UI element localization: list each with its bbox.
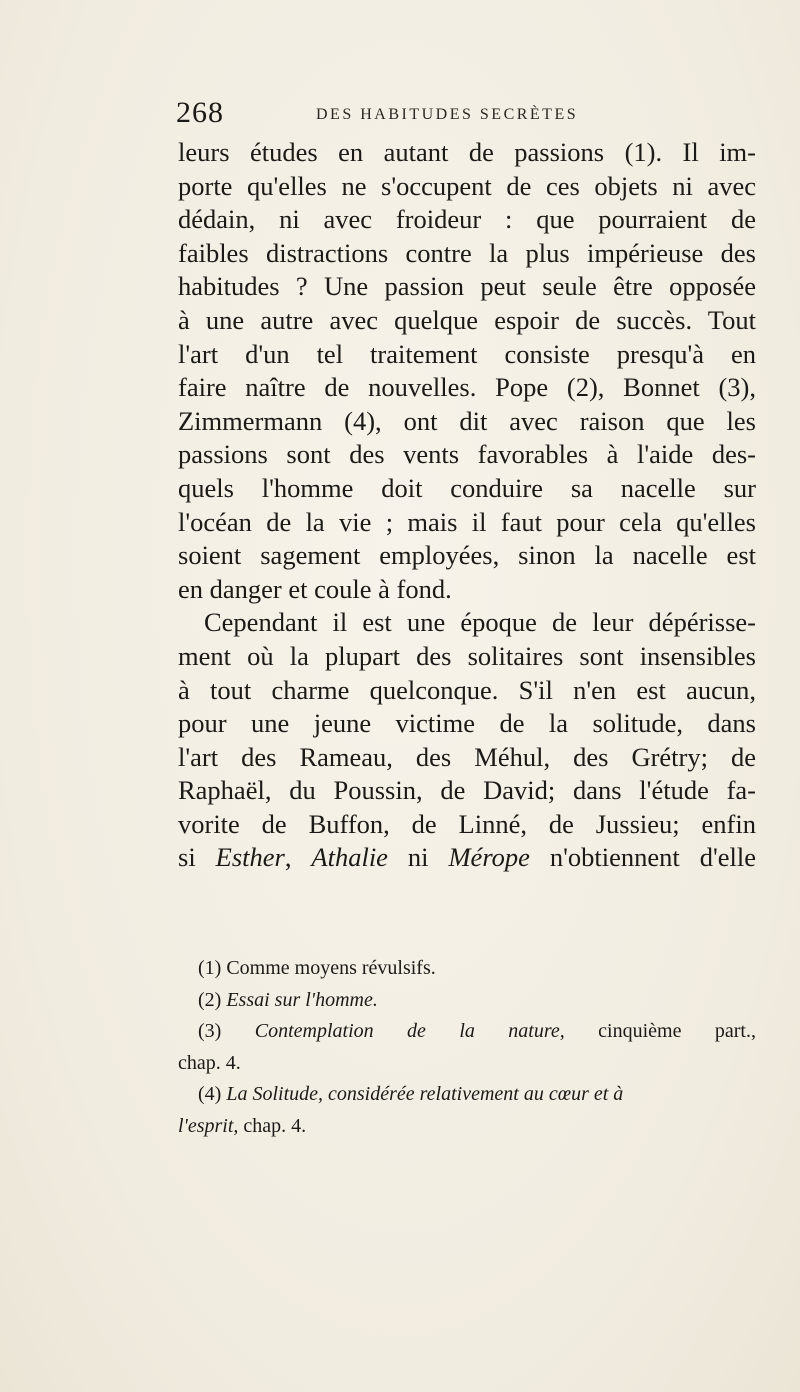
text-line: pour une jeune victime de la solitude, dans [178, 708, 756, 739]
footnote-1 [178, 953, 756, 985]
text-line: ment où la plupart des solitaires sont insensibles [178, 640, 756, 671]
text-line: quels l'homme doit conduire sa nacelle sur [178, 472, 756, 503]
footnote-marker: (3) [198, 1020, 255, 1042]
footnote-text: Comme moyens révulsifs. [226, 957, 436, 979]
text-line: habitudes ? Une passion peut seule être opposée [178, 271, 756, 302]
text-line: vorite de Buffon, de Linné, de Jussieu; enfin [178, 808, 756, 839]
text-line: l'océan de la vie ; mais il faut pour cela qu'elles [178, 506, 756, 537]
text-line: Raphaël, du Poussin, de David; dans l'étude fa- [178, 775, 756, 806]
page-number: 268 [176, 96, 224, 129]
text-line: à une autre avec quelque espoir de succès. Tout [178, 304, 756, 335]
text-fragment: si [178, 842, 216, 873]
title-merope: Mérope [448, 842, 530, 873]
body-text [178, 136, 756, 875]
footnote-4 [178, 1079, 756, 1111]
text-line: en danger et coule à fond. [178, 573, 452, 604]
text-line: l'art des Rameau, des Méhul, des Grétry; de [178, 741, 756, 772]
text-line: dédain, ni avec froideur : que pourraient de [178, 204, 756, 235]
footnote-text: l'esprit, [178, 1114, 239, 1137]
footnotes [178, 953, 756, 1142]
text-line: l'art d'un tel traitement consiste presqu'à en [178, 338, 756, 369]
footnote-4-continued [178, 1111, 756, 1143]
text-line: Cependant il est une époque de leur dépérisse- [204, 607, 756, 638]
text-line: faire naître de nouvelles. Pope (2), Bonnet (3), [178, 372, 756, 403]
text-line: passions sont des vents favorables à l'aide des- [178, 439, 756, 470]
text-line: soient sagement employées, sinon la nacelle est [178, 540, 756, 571]
text-line-last [178, 841, 756, 875]
footnote-3-continued: chap. 4. [178, 1051, 241, 1074]
footnote-marker: (4) [198, 1083, 227, 1105]
footnote-marker: (2) [198, 988, 227, 1011]
footnote-text: La Solitude, considérée relativement au cœur et à [226, 1083, 624, 1105]
footnote-text: Contemplation de la nature, [254, 1020, 565, 1042]
text-line: Zimmermann (4), ont dit avec raison que les [178, 405, 756, 436]
text-fragment: , [284, 842, 312, 873]
footnote-marker: (1) [198, 957, 227, 979]
text-line: à tout charme quelconque. S'il n'en est aucun, [178, 674, 756, 705]
footnote-text: chap. 4. [238, 1114, 307, 1137]
footnote-3 [178, 1016, 756, 1048]
text-line: porte qu'elles ne s'occupent de ces objets ni avec [178, 170, 756, 201]
text-fragment: ni [387, 842, 449, 873]
title-esther: Esther [215, 842, 285, 873]
running-title: DES HABITUDES SECRÈTES [316, 106, 579, 123]
text-fragment: n'obtiennent d'elle [529, 842, 756, 873]
text-line: leurs études en autant de passions (1). Il im- [178, 137, 756, 167]
footnote-text: Essai sur l'homme. [226, 988, 378, 1011]
page-header [176, 96, 756, 136]
title-athalie: Athalie [311, 842, 388, 873]
text-line: faibles distractions contre la plus impérieuse des [178, 237, 756, 268]
footnote-text: cinquième part., [564, 1020, 756, 1042]
footnote-2 [178, 985, 756, 1017]
